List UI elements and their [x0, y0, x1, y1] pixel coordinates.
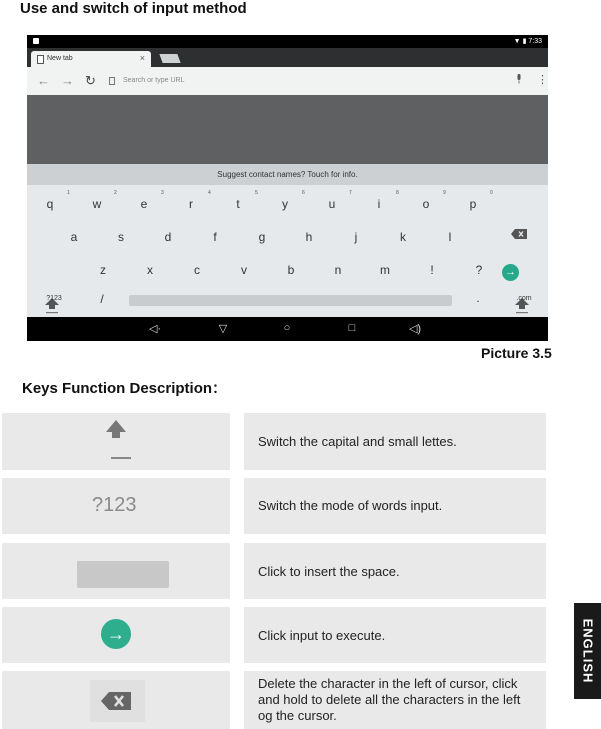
browser-toolbar [27, 67, 548, 95]
number-mode-description: Switch the mode of words input. [258, 498, 443, 513]
key-hint: 3 [161, 190, 164, 196]
key-e[interactable]: e [140, 197, 148, 211]
backspace-key-icon[interactable] [511, 229, 527, 239]
shift-key-icon-stem [112, 431, 120, 438]
space-key[interactable] [129, 295, 452, 306]
menu-icon[interactable]: ⋮ [537, 74, 548, 86]
browser-tab[interactable] [31, 51, 151, 67]
key-i[interactable]: i [377, 197, 381, 211]
key-q[interactable]: q [46, 197, 54, 211]
tab-close-icon[interactable]: × [139, 53, 145, 63]
period-key[interactable]: . [476, 291, 480, 305]
wifi-icon: ▼ [513, 38, 521, 45]
key-f[interactable]: f [213, 230, 217, 244]
key-hint: 4 [208, 190, 211, 196]
key-z[interactable]: z [100, 263, 106, 277]
key-hint: 2 [114, 190, 117, 196]
page-content-area [27, 95, 548, 164]
number-mode-key-image: ?123 [92, 494, 137, 516]
key-j[interactable]: j [354, 230, 358, 244]
on-screen-keyboard [27, 185, 548, 317]
space-description: Click to insert the space. [258, 564, 400, 579]
language-tab-label: ENGLISH [580, 618, 596, 684]
key-r[interactable]: r [189, 197, 193, 211]
microphone-icon[interactable] [516, 74, 522, 84]
key-question[interactable]: ? [475, 263, 483, 277]
key-x[interactable]: x [147, 263, 153, 277]
key-p[interactable]: p [469, 197, 477, 211]
figure-caption: Picture 3.5 [481, 345, 552, 361]
keys-section-title: Keys Function Description： [22, 380, 228, 397]
key-hint: 8 [396, 190, 399, 196]
forward-icon[interactable]: → [61, 73, 74, 88]
key-hint: 1 [67, 190, 70, 196]
shift-key-icon-underline [111, 457, 131, 459]
enter-description: Click input to execute. [258, 628, 386, 643]
key-y[interactable]: y [282, 197, 288, 211]
key-a[interactable]: a [70, 230, 78, 244]
key-k[interactable]: k [400, 230, 406, 244]
reload-icon[interactable]: ↻ [85, 73, 96, 88]
tablet-screenshot [27, 35, 548, 341]
delete-key-icon [101, 692, 131, 710]
omnibox-placeholder: Search or type URL [123, 77, 185, 84]
status-time: 7:33 [528, 38, 542, 45]
enter-key-icon[interactable]: → [502, 264, 519, 281]
status-bar [27, 35, 548, 48]
key-d[interactable]: d [164, 230, 172, 244]
key-m[interactable]: m [380, 263, 390, 277]
key-hint: 7 [349, 190, 352, 196]
recents-nav-icon[interactable]: □ [348, 322, 356, 334]
key-c[interactable]: c [194, 263, 200, 277]
language-tab [574, 603, 601, 699]
key-hint: 9 [443, 190, 446, 196]
home-nav-icon[interactable]: ○ [283, 322, 291, 334]
new-tab-button[interactable] [159, 54, 180, 63]
key-s[interactable]: s [118, 230, 124, 244]
delete-description: Delete the character in the left of cursor, click and hold to delete all the characters in the left og the cursor. [258, 676, 521, 723]
key-g[interactable]: g [258, 230, 266, 244]
key-hint: 5 [255, 190, 258, 196]
battery-icon: ▮ [522, 38, 527, 45]
key-hint: 0 [490, 190, 493, 196]
page-icon [37, 55, 44, 64]
volume-down-icon[interactable]: ◁· [148, 323, 162, 335]
shift-description: Switch the capital and small lettes. [258, 434, 457, 449]
key-u[interactable]: u [328, 197, 336, 211]
number-mode-key[interactable]: ?123 [46, 295, 62, 302]
key-b[interactable]: b [287, 263, 295, 277]
android-nav-bar [27, 317, 548, 341]
dotcom-key[interactable]: .com [516, 295, 532, 302]
key-n[interactable]: n [334, 263, 342, 277]
key-h[interactable]: h [305, 230, 313, 244]
suggestion-bar[interactable]: Suggest contact names? Touch for info. [27, 164, 548, 185]
status-right [514, 36, 542, 47]
key-l[interactable]: l [448, 230, 452, 244]
slash-key[interactable]: / [100, 292, 104, 306]
page-icon [109, 77, 115, 85]
key-t[interactable]: t [236, 197, 240, 211]
notification-icon [33, 38, 39, 44]
back-icon[interactable]: ← [37, 73, 50, 88]
back-nav-icon[interactable]: ▽ [218, 323, 228, 335]
browser-tab-strip [27, 48, 548, 67]
section-title: Use and switch of input method [20, 0, 247, 17]
key-exclamation[interactable]: ! [430, 263, 434, 277]
enter-key-icon: → [101, 619, 131, 649]
key-w[interactable]: w [92, 197, 102, 211]
tab-title: New tab [47, 55, 73, 62]
key-v[interactable]: v [241, 263, 247, 277]
key-o[interactable]: o [422, 197, 430, 211]
volume-up-icon[interactable]: ◁) [408, 323, 422, 335]
key-hint: 6 [302, 190, 305, 196]
omnibox[interactable] [103, 72, 519, 90]
space-key-icon [77, 561, 169, 588]
